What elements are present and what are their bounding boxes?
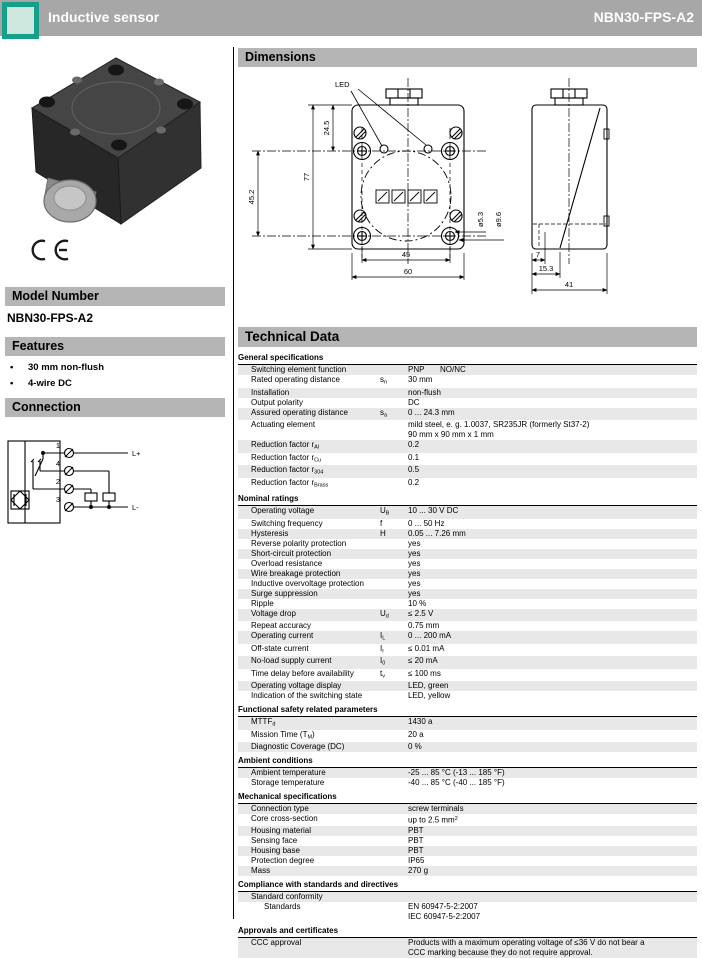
spec-value: 30 mm <box>408 375 433 384</box>
spec-row <box>238 814 697 826</box>
spec-label: Storage temperature <box>251 778 325 787</box>
spec-value: EN 60947-5-2:2007 IEC 60947-5-2:2007 <box>408 901 481 921</box>
spec-row <box>238 621 697 631</box>
spec-row <box>238 778 697 788</box>
spec-row <box>238 742 697 752</box>
spec-label: Short-circuit protection <box>251 548 332 558</box>
spec-row <box>238 589 697 599</box>
spec-label: Standards <box>264 901 301 911</box>
dimension-drawing <box>238 72 697 324</box>
mounting-holes <box>354 143 459 245</box>
terminal-screws <box>65 449 74 512</box>
model-number-value: NBN30-FPS-A2 <box>7 311 94 325</box>
spec-section-heading: Functional safety related parameters <box>238 704 697 717</box>
spec-label: Housing base <box>251 845 300 855</box>
spec-label: Operating voltage display <box>251 681 342 690</box>
spec-row <box>238 529 697 539</box>
spec-value: PBT <box>408 835 424 845</box>
spec-value: 0.5 <box>408 465 420 474</box>
spec-row <box>238 539 697 549</box>
spec-label: Hysteresis <box>251 528 289 538</box>
terminal-squares <box>376 190 437 203</box>
spec-value: 0.2 <box>408 440 420 449</box>
spec-label: Core cross-section <box>251 814 318 823</box>
dim-60: 60 <box>403 267 413 276</box>
page-title: Inductive sensor <box>48 9 160 25</box>
spec-value: 10 % <box>408 598 427 608</box>
spec-label: Sensing face <box>251 835 298 845</box>
spec-row <box>238 609 697 622</box>
spec-symbol: $U_d$ <box>380 608 389 619</box>
spec-value: yes <box>408 538 421 548</box>
spec-value: 20 a <box>408 729 424 739</box>
spec-value: 270 g <box>408 865 429 875</box>
spec-value: PBT <box>408 845 424 855</box>
technical-data-heading: Technical Data <box>238 327 697 347</box>
spec-value: screw terminals <box>408 804 464 813</box>
spec-label: Inductive overvoltage protection <box>251 578 364 588</box>
spec-row <box>238 420 697 440</box>
spec-symbol: H <box>380 528 386 538</box>
spec-value: 0.05 ... 7.26 mm <box>408 528 466 538</box>
dim-41: 41 <box>564 280 574 289</box>
spec-row <box>238 398 697 408</box>
spec-row <box>238 440 697 453</box>
led-indicator <box>424 145 432 153</box>
spec-label: Reduction factor $r_{Brass}$ <box>251 477 329 488</box>
spec-label: Indication of the switching state <box>251 691 363 700</box>
feature-item: • 30 mm non-flush <box>10 362 105 373</box>
spec-label: Output polarity <box>251 397 304 407</box>
terminal-2-label: 2 <box>55 477 60 486</box>
spec-value: LED, green <box>408 681 449 690</box>
spec-label: Surge suppression <box>251 588 318 598</box>
spec-row <box>238 631 697 644</box>
spec-row <box>238 465 697 478</box>
spec-value: -25 ... 85 °C (-13 ... 185 °F) <box>408 768 505 777</box>
spec-label: Standard conformity <box>251 891 323 901</box>
spec-label: Assured operating distance <box>251 407 348 417</box>
spec-label: Connection type <box>251 804 309 813</box>
spec-row <box>238 866 697 876</box>
spec-row <box>238 681 697 691</box>
spec-label: Housing material <box>251 825 312 835</box>
dim-7: 7 <box>535 250 541 259</box>
spec-label: Operating voltage <box>251 506 315 515</box>
spec-symbol: $t_v$ <box>380 668 385 679</box>
spec-label: $MTTF_d$ <box>251 717 276 728</box>
load <box>85 493 97 501</box>
header-model-number: NBN30-FPS-A2 <box>593 9 694 25</box>
spec-row <box>238 569 697 579</box>
spec-value: ≤ 0.01 mA <box>408 643 445 653</box>
spec-label: Repeat accuracy <box>251 621 312 630</box>
spec-row <box>238 768 697 778</box>
spec-label: Reverse polarity protection <box>251 538 347 548</box>
dim-45: 45 <box>401 250 411 259</box>
spec-value: up to 2.5 $mm^2$ <box>408 815 458 825</box>
spec-value: ≤ 20 mA <box>408 656 438 665</box>
technical-table <box>238 349 697 958</box>
dim-45-2: 45.2 <box>247 189 256 205</box>
spec-label: Voltage drop <box>251 608 296 618</box>
spec-row <box>238 644 697 657</box>
spec-row <box>238 365 697 375</box>
spec-row <box>238 599 697 609</box>
spec-symbol: $s_n$ <box>380 375 388 386</box>
spec-row <box>238 408 697 421</box>
spec-value: DC <box>408 397 420 407</box>
led-label: LED <box>335 80 350 89</box>
spec-value: 0 ... 200 mA <box>408 631 452 640</box>
connection-diagram <box>5 433 165 533</box>
dim-77: 77 <box>302 172 311 182</box>
spec-symbol: $s_a$ <box>380 407 388 418</box>
spec-label: Reduction factor $r_{Cu}$ <box>251 452 322 463</box>
spec-value: 0 % <box>408 742 422 751</box>
features-heading: Features <box>5 337 225 356</box>
spec-row <box>238 892 697 902</box>
brand-square-icon <box>2 2 39 39</box>
spec-symbol: $I_L$ <box>380 631 386 642</box>
spec-row <box>238 856 697 866</box>
spec-label: Ripple <box>251 598 274 608</box>
spec-symbol: f <box>380 518 383 528</box>
spec-value: 10 ... 30 V DC <box>408 506 459 515</box>
spec-label: Actuating element <box>251 420 316 429</box>
spec-row <box>238 519 697 529</box>
spec-label: Off-state current <box>251 643 309 653</box>
spec-label: Diagnostic Coverage (DC) <box>251 742 345 751</box>
features-list <box>10 360 225 392</box>
spec-value: yes <box>408 548 421 558</box>
load <box>103 493 115 501</box>
spec-section-heading: Compliance with standards and directives <box>238 879 697 892</box>
spec-value: yes <box>408 558 421 568</box>
connection-heading: Connection <box>5 398 225 417</box>
spec-label: Mass <box>251 865 271 875</box>
spec-row <box>238 836 697 846</box>
spec-value: Products with a maximum operating voltage of ≤36 V do not bear a CCC marking because they do not require approval. <box>408 937 645 957</box>
spec-value: ≤ 100 ms <box>408 668 441 678</box>
spec-row <box>238 846 697 856</box>
spec-section-heading: Mechanical specifications <box>238 791 697 804</box>
spec-symbol: $U_B$ <box>380 506 390 517</box>
spec-section-heading: Approvals and certificates <box>238 925 697 938</box>
spec-value: yes <box>408 568 421 578</box>
spec-label: Wire breakage protection <box>251 568 341 578</box>
spec-value: 0.1 <box>408 452 420 462</box>
spec-row <box>238 826 697 836</box>
dimensions-heading: Dimensions <box>238 48 697 67</box>
side-view-body <box>532 105 607 249</box>
spec-label: Mission Time $(T_M)$ <box>251 729 315 740</box>
spec-value: PBT <box>408 825 424 835</box>
spec-value: IP65 <box>408 855 425 865</box>
spec-row <box>238 656 697 669</box>
spec-row <box>238 549 697 559</box>
spec-value: yes <box>408 578 421 588</box>
spec-row <box>238 478 697 491</box>
model-number-heading: Model Number <box>5 287 225 306</box>
spec-value: PNP NO/NC <box>408 365 466 374</box>
spec-label: Overload resistance <box>251 558 323 568</box>
spec-row <box>238 579 697 589</box>
spec-value: 1430 a <box>408 717 433 726</box>
spec-label: Installation <box>251 387 290 397</box>
dim-5-3: ø5.3 <box>476 211 485 227</box>
spec-value: LED, yellow <box>408 691 451 700</box>
spec-value: -40 ... 85 °C (-40 ... 185 °F) <box>408 778 505 787</box>
terminal-4-label: 4 <box>55 459 60 468</box>
spec-row <box>238 730 697 743</box>
spec-row <box>238 375 697 388</box>
spec-section-heading: Nominal ratings <box>238 493 697 506</box>
spec-value: 0.75 mm <box>408 621 440 630</box>
spec-label: CCC approval <box>251 937 302 947</box>
spec-value: yes <box>408 588 421 598</box>
spec-label: Reduction factor $r_{Al}$ <box>251 440 320 451</box>
product-photo <box>20 52 210 237</box>
spec-value: non-flush <box>408 387 441 397</box>
spec-label: Rated operating distance <box>251 375 340 384</box>
spec-label: Operating current <box>251 631 314 640</box>
spec-row <box>238 388 697 398</box>
spec-row <box>238 717 697 730</box>
spec-row <box>238 453 697 466</box>
terminal-1-label: 1 <box>55 441 60 450</box>
spec-symbol: $I_r$ <box>380 643 385 654</box>
terminal-3-label: 3 <box>55 495 60 504</box>
spec-value: mild steel, e. g. 1.0037, SR235JR (formerly St37-2) 90 mm x 90 mm x 1 mm <box>408 420 590 439</box>
spec-row <box>238 559 697 569</box>
column-divider <box>233 47 234 919</box>
dim-24-5: 24.5 <box>322 120 331 136</box>
spec-label: No-load supply current <box>251 656 332 665</box>
spec-value: 0 ... 50 Hz <box>408 518 445 528</box>
feature-item: • 4-wire DC <box>10 378 72 389</box>
spec-label: Reduction factor $r_{304}$ <box>251 465 324 476</box>
spec-row <box>238 938 697 958</box>
spec-row <box>238 506 697 519</box>
ce-mark <box>28 238 74 262</box>
lplus-label: L+ <box>132 449 141 458</box>
spec-value: 0 ... 24.3 mm <box>408 407 455 417</box>
spec-section-heading: Ambient conditions <box>238 755 697 768</box>
spec-label: Switching element function <box>251 365 347 374</box>
spec-section-heading: General specifications <box>238 352 697 365</box>
spec-label: Protection degree <box>251 855 315 865</box>
lminus-label: L- <box>132 503 139 512</box>
led-indicator <box>380 145 388 153</box>
spec-value: 0.2 <box>408 477 420 487</box>
spec-value: ≤ 2.5 V <box>408 608 434 618</box>
spec-label: Switching frequency <box>251 518 323 528</box>
spec-symbol: $I_0$ <box>380 656 386 667</box>
spec-label: Ambient temperature <box>251 768 326 777</box>
spec-row <box>238 804 697 814</box>
sensing-coil-circle <box>361 151 451 241</box>
dim-15-3: 15.3 <box>538 264 554 273</box>
dim-9-6: ø9.6 <box>494 211 503 227</box>
spec-label: Time delay before availability <box>251 668 354 678</box>
spec-row <box>238 669 697 682</box>
spec-row <box>238 691 697 701</box>
page-header <box>0 0 702 36</box>
